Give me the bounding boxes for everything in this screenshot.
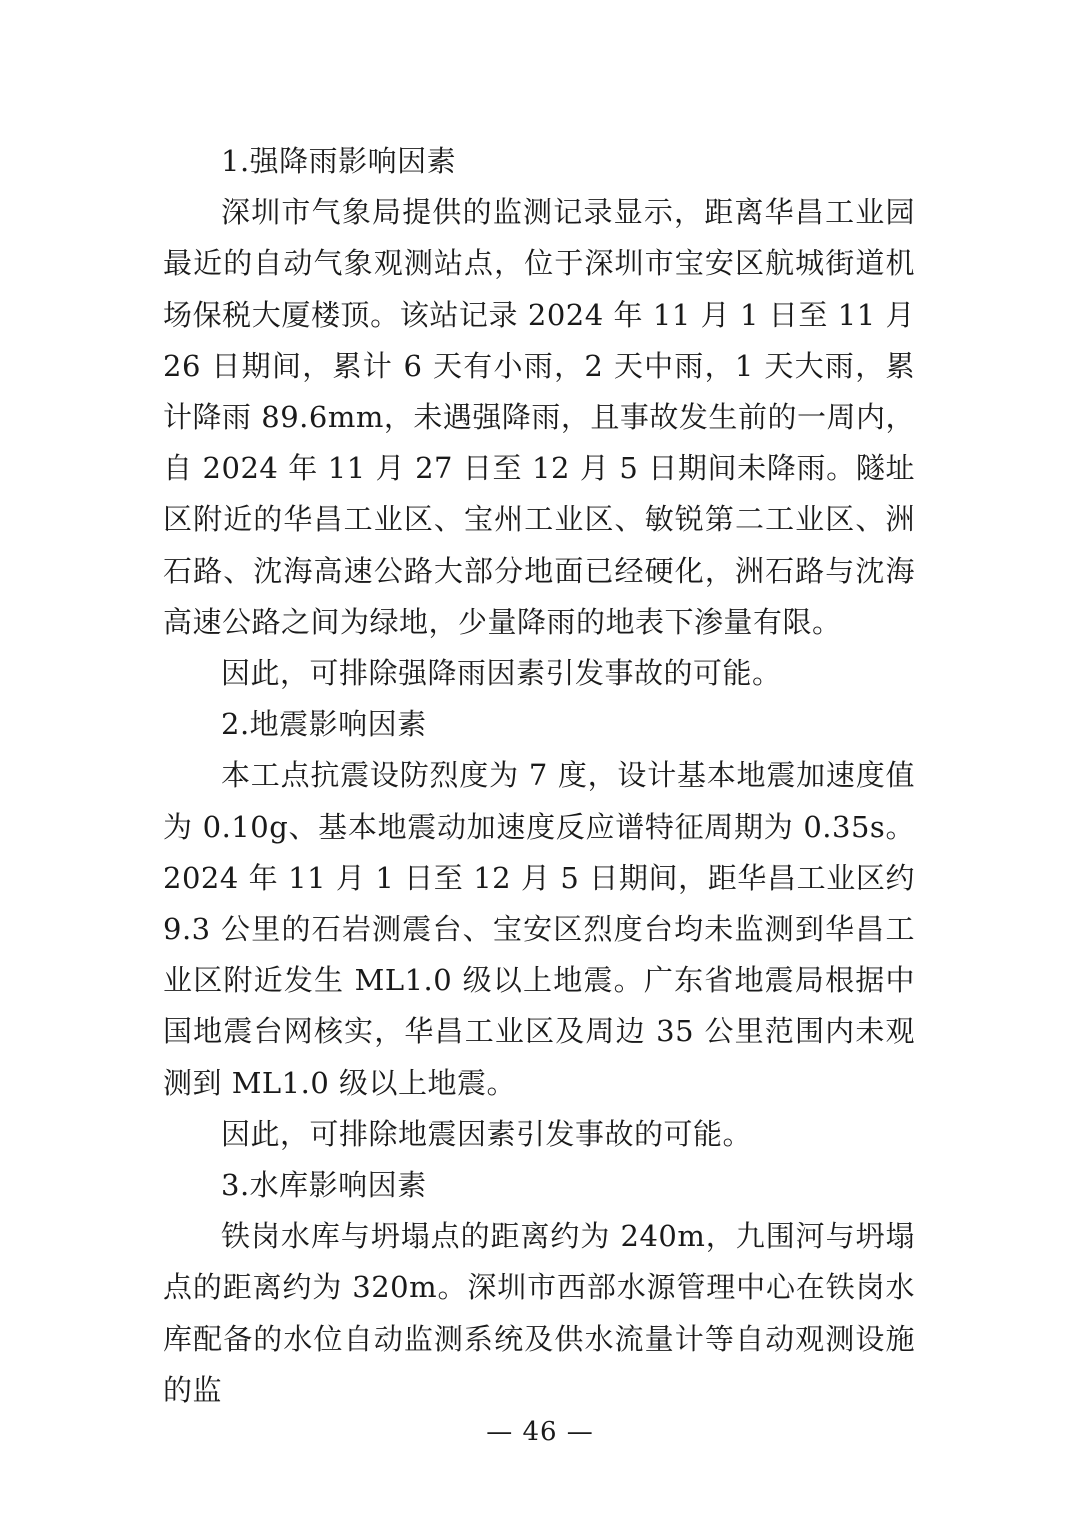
section-earthquake xyxy=(163,699,915,1160)
section-heading: 3.水库影响因素 xyxy=(221,1168,427,1203)
body-paragraph: 本工点抗震设防烈度为 7 度，设计基本地震加速度值为 0.10g、基本地震动加速度反应谱特征周期为 0.35s。2024 年 11 月 1 日至 12 月 5 日期间，距华昌工业区约 9.3 公里的石岩测震台、宝安区烈度台均未监测到华昌工业区附近发生 ML1.0 级以上地震。广东省地震局根据中国地震台网核实，华昌工业区及周边 35 公里范围内未观测到 ML1.0 级以上地震。 xyxy=(163,758,915,1100)
section-heavy-rain xyxy=(163,136,915,699)
page-number: — 46 — xyxy=(486,1417,594,1447)
section-heading: 2.地震影响因素 xyxy=(221,707,427,742)
document-body xyxy=(163,136,915,1416)
section-reservoir xyxy=(163,1160,915,1416)
section-heading: 1.强降雨影响因素 xyxy=(221,144,457,178)
body-paragraph: 深圳市气象局提供的监测记录显示，距离华昌工业园最近的自动气象观测站点，位于深圳市宝安区航城街道机场保税大厦楼顶。该站记录 2024 年 11 月 1 日至 11 月 26 日期间，累计 6 天有小雨，2 天中雨，1 天大雨，累计降雨 89.6mm，未遇强降雨，且事故发生前的一周内，自 2024 年 11 月 27 日至 12 月 5 日期间未降雨。隧址区附近的华昌工业区、宝州工业区、敏锐第二工业区、洲石路、沈海高速公路大部分地面已经硬化，洲石路与沈海高速公路之间为绿地，少量降雨的地表下渗量有限。 xyxy=(163,195,915,639)
conclusion-paragraph: 因此，可排除地震因素引发事故的可能。 xyxy=(221,1116,753,1151)
conclusion-paragraph: 因此，可排除强降雨因素引发事故的可能。 xyxy=(221,656,782,691)
body-paragraph: 铁岗水库与坍塌点的距离约为 240m，九围河与坍塌点的距离约为 320m。深圳市西部水源管理中心在铁岗水库配备的水位自动监测系统及供水流量计等自动观测设施的监 xyxy=(163,1219,915,1407)
